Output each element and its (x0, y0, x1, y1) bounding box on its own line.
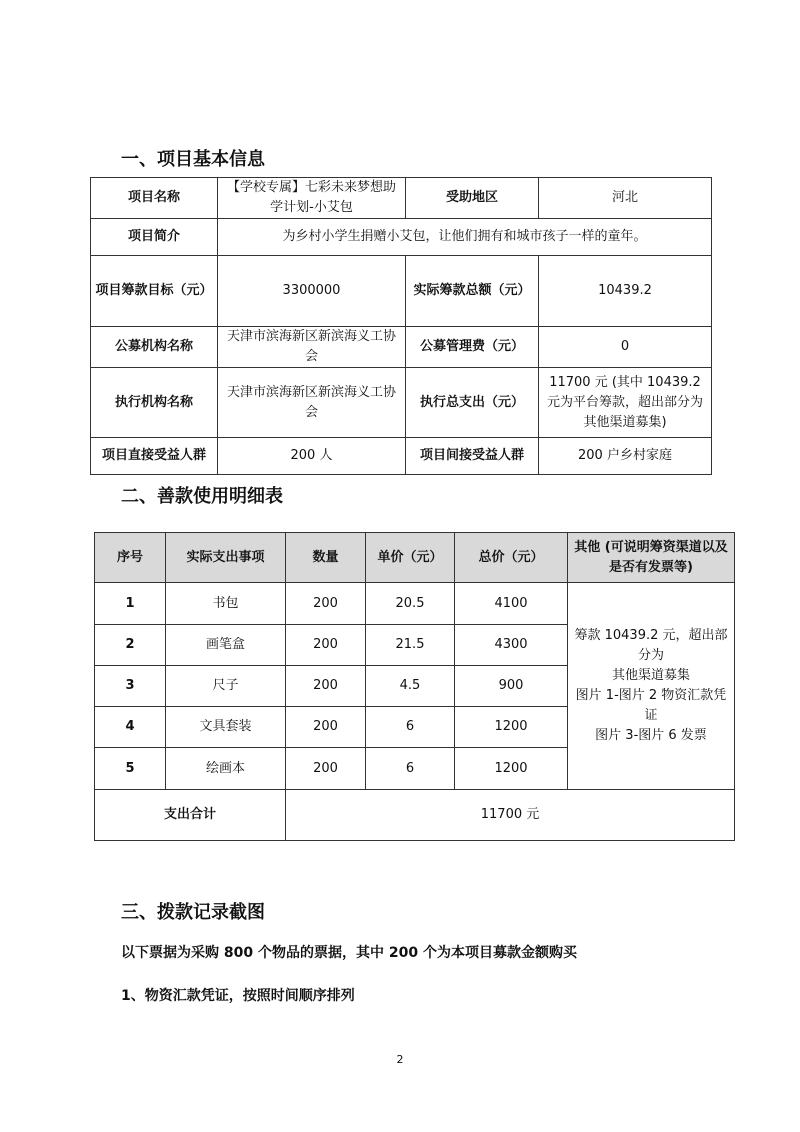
info-label: 项目间接受益人群 (406, 438, 539, 475)
info-value: 200 户乡村家庭 (539, 438, 712, 475)
item-unit-price: 6 (366, 748, 455, 790)
info-value: 0 (539, 327, 712, 368)
info-value: 11700 元 (其中 10439.2 元为平台筹款，超出部分为其他渠道募集) (539, 368, 712, 438)
notes-cell (568, 583, 735, 790)
expense-detail-table (94, 532, 735, 841)
info-label: 受助地区 (406, 178, 539, 219)
info-label: 实际筹款总额（元） (406, 256, 539, 327)
item-quantity: 200 (286, 583, 366, 625)
item-name: 尺子 (166, 666, 286, 707)
item-name: 文具套装 (166, 707, 286, 748)
item-name: 书包 (166, 583, 286, 625)
table-header-row (95, 533, 735, 583)
info-value: 3300000 (218, 256, 406, 327)
total-row (95, 790, 735, 841)
row-number: 1 (95, 583, 166, 625)
note-line: 其他渠道募集 (611, 668, 690, 683)
info-label: 项目筹款目标（元） (91, 256, 218, 327)
item-quantity: 200 (286, 748, 366, 790)
item-name: 画笔盒 (166, 625, 286, 666)
column-header: 单价（元） (366, 533, 455, 583)
item-quantity: 200 (286, 625, 366, 666)
info-label: 公募机构名称 (91, 327, 218, 368)
item-unit-price: 21.5 (366, 625, 455, 666)
section2-heading: 二、善款使用明细表 (121, 486, 283, 507)
note-line: 图片 1-图片 2 物资汇款凭证 (575, 688, 727, 723)
info-label: 公募管理费（元） (406, 327, 539, 368)
info-value: 为乡村小学生捐赠小艾包，让他们拥有和城市孩子一样的童年。 (218, 219, 712, 256)
note-line: 筹款 10439.2 元，超出部分为 (574, 628, 728, 663)
column-header: 序号 (95, 533, 166, 583)
item-unit-price: 6 (366, 707, 455, 748)
info-value: 10439.2 (539, 256, 712, 327)
total-label: 支出合计 (95, 790, 286, 841)
item-total: 4100 (455, 583, 568, 625)
item-total: 4300 (455, 625, 568, 666)
section1-heading: 一、项目基本信息 (121, 149, 265, 170)
subsection-title: 1、物资汇款凭证，按照时间顺序排列 (121, 988, 355, 1004)
total-value: 11700 元 (286, 790, 735, 841)
item-quantity: 200 (286, 666, 366, 707)
column-header: 总价（元） (455, 533, 568, 583)
item-unit-price: 20.5 (366, 583, 455, 625)
row-number: 5 (95, 748, 166, 790)
info-label: 执行机构名称 (91, 368, 218, 438)
receipts-description: 以下票据为采购 800 个物品的票据，其中 200 个为本项目募款金额购买 (121, 945, 577, 961)
project-info-table (90, 177, 712, 475)
item-quantity: 200 (286, 707, 366, 748)
section3-heading: 三、拨款记录截图 (121, 902, 265, 923)
info-label: 项目简介 (91, 219, 218, 256)
info-label: 执行总支出（元） (406, 368, 539, 438)
column-header: 实际支出事项 (166, 533, 286, 583)
info-row (91, 178, 712, 219)
info-label: 项目直接受益人群 (91, 438, 218, 475)
item-total: 1200 (455, 707, 568, 748)
info-value: 【学校专属】七彩未来梦想助学计划-小艾包 (218, 178, 406, 219)
item-total: 900 (455, 666, 568, 707)
info-row (91, 219, 712, 256)
page-number: 2 (396, 1053, 404, 1066)
item-unit-price: 4.5 (366, 666, 455, 707)
info-value: 天津市滨海新区新滨海义工协会 (218, 327, 406, 368)
column-header: 数量 (286, 533, 366, 583)
row-number: 2 (95, 625, 166, 666)
info-value: 天津市滨海新区新滨海义工协会 (218, 368, 406, 438)
column-header: 其他 (可说明筹资渠道以及是否有发票等) (568, 533, 735, 583)
item-total: 1200 (455, 748, 568, 790)
info-row (91, 256, 712, 327)
note-line: 图片 3-图片 6 发票 (595, 728, 707, 743)
info-value: 河北 (539, 178, 712, 219)
row-number: 3 (95, 666, 166, 707)
item-name: 绘画本 (166, 748, 286, 790)
table-row (95, 583, 735, 625)
info-row (91, 327, 712, 368)
row-number: 4 (95, 707, 166, 748)
info-row (91, 438, 712, 475)
info-value: 200 人 (218, 438, 406, 475)
info-row (91, 368, 712, 438)
info-label: 项目名称 (91, 178, 218, 219)
